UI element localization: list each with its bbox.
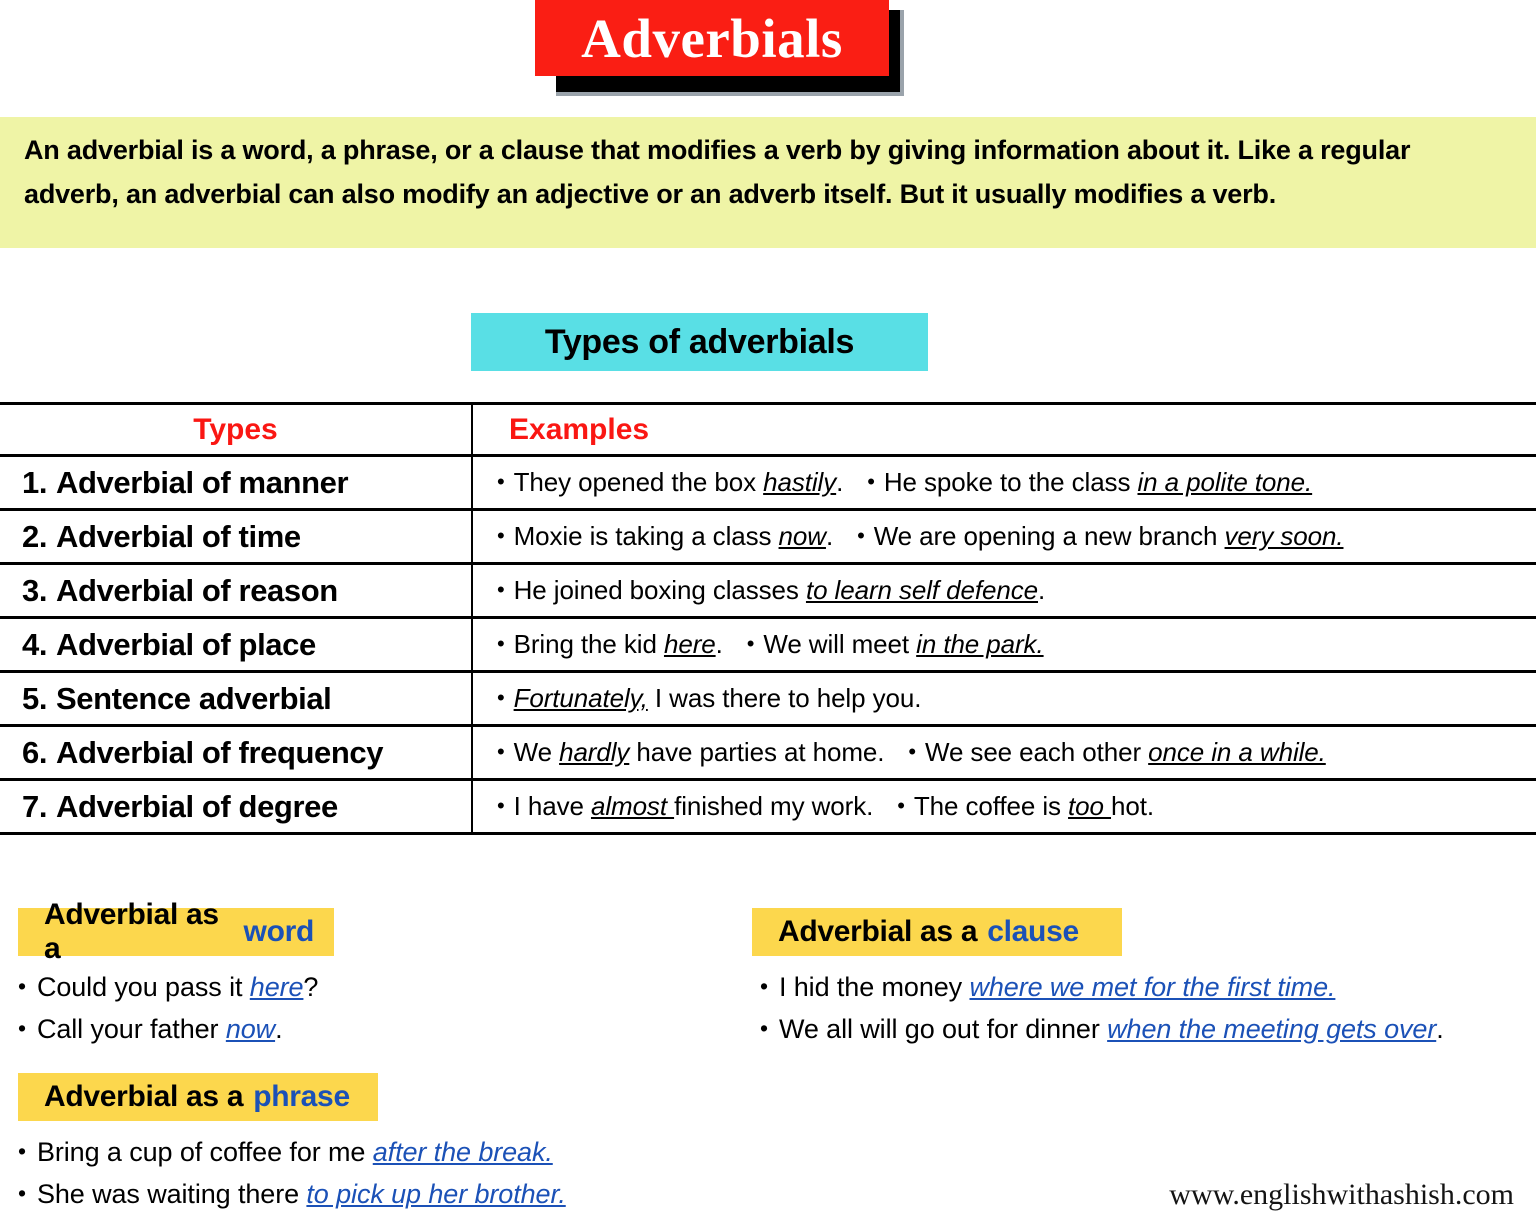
example-item: [497, 629, 723, 659]
example-item: [497, 737, 884, 767]
table-row: [0, 726, 1536, 780]
column-header-types: Types: [0, 404, 472, 456]
chip-label-word: Adverbial as a: [44, 898, 219, 965]
adverbial-highlight: to learn self defence: [805, 575, 1039, 605]
adverbial-highlight: too: [1068, 791, 1112, 821]
bullet-icon: •: [746, 631, 755, 656]
example-text-after: .: [1038, 575, 1046, 605]
type-label: Adverbial of frequency: [56, 734, 384, 770]
table-cell-examples: [472, 618, 1536, 672]
type-label: Adverbial of time: [56, 518, 301, 554]
table-cell-examples: [472, 726, 1536, 780]
page-title: Adverbials: [581, 7, 843, 69]
bullet-icon: •: [760, 973, 768, 999]
footer-website-url: www.englishwithashish.com: [1169, 1178, 1514, 1211]
section-chip-word: [18, 898, 334, 965]
adverbial-highlight: very soon.: [1224, 521, 1344, 551]
type-label: Adverbial of manner: [56, 464, 349, 500]
table-cell-type: [0, 672, 472, 726]
example-item: [857, 521, 1343, 551]
title-banner-wrap: [0, 0, 1536, 100]
example-text-before: We will meet: [763, 629, 917, 659]
example-item: [897, 791, 1154, 821]
table-cell-type: [0, 456, 472, 510]
table-cell-examples: [472, 510, 1536, 564]
bullet-icon: •: [497, 685, 505, 710]
adverbial-highlight: here: [663, 629, 716, 659]
bullet-icon: •: [18, 1138, 26, 1164]
example-item: [867, 467, 1312, 497]
definition-text: An adverbial is a word, a phrase, or a clause that modifies a verb by giving information about it. Like a regular adverb, an adverbial can also modify an adjective or an adverb itself. But it usually modifies a verb.: [24, 135, 1411, 209]
adverbial-highlight: hardly: [559, 737, 630, 767]
example-item: [497, 791, 873, 821]
bullet-icon: •: [497, 577, 505, 602]
row-number: 6.: [22, 734, 48, 770]
types-of-adverbials-label: Types of adverbials: [544, 322, 855, 361]
list-item: [18, 1173, 566, 1215]
row-number: 1.: [22, 464, 48, 500]
example-text-before: The coffee is: [913, 791, 1069, 821]
adverbial-highlight: now: [225, 1014, 276, 1044]
list-item-text-before: Call your father: [36, 1014, 226, 1044]
example-text-after: .: [825, 521, 834, 551]
type-label: Adverbial of degree: [56, 788, 338, 824]
table-cell-type: [0, 564, 472, 618]
bullet-icon: •: [18, 973, 26, 999]
row-number: 2.: [22, 518, 48, 554]
adverbial-highlight: here: [249, 972, 304, 1002]
adverbial-highlight: hastily: [763, 467, 837, 497]
table-body: [0, 404, 1536, 834]
table-row: [0, 672, 1536, 726]
adverbial-highlight: where we met for the first time.: [969, 972, 1336, 1002]
bullet-icon: •: [857, 523, 865, 548]
row-number: 4.: [22, 626, 48, 662]
bullet-icon: •: [497, 739, 505, 764]
chip-kind-clause: clause: [987, 915, 1079, 948]
example-text-after: hot.: [1111, 791, 1154, 821]
list-item: [18, 1008, 318, 1050]
example-text-before: He spoke to the class: [883, 467, 1138, 497]
list-item-text-before: Could you pass it: [36, 972, 250, 1002]
bullet-icon: •: [760, 1015, 768, 1041]
bullet-icon: •: [897, 793, 905, 818]
list-item-text-after: .: [275, 1014, 283, 1044]
table-cell-examples: [472, 672, 1536, 726]
bullet-icon: •: [497, 793, 505, 818]
bullet-icon: •: [18, 1015, 26, 1041]
example-text-before: We see each other: [924, 737, 1149, 767]
adverbial-highlight: to pick up her brother.: [306, 1179, 566, 1209]
list-item: [760, 1008, 1444, 1050]
type-label: Adverbial of place: [56, 626, 316, 662]
table-cell-examples: [472, 780, 1536, 834]
example-text-after: I was there to help you.: [647, 683, 922, 713]
bullet-icon: •: [18, 1180, 26, 1206]
table-row: [0, 510, 1536, 564]
type-label: Sentence adverbial: [56, 680, 332, 716]
bullet-list-clause: [760, 966, 1444, 1050]
example-item: [497, 683, 921, 713]
example-text-after: .: [836, 467, 844, 497]
table-cell-examples: [472, 456, 1536, 510]
chip-kind-phrase: phrase: [253, 1080, 350, 1113]
example-text-before: We are opening a new branch: [873, 521, 1225, 551]
example-item: [497, 521, 833, 551]
table-row: [0, 564, 1536, 618]
list-item-text-after: .: [1436, 1014, 1444, 1044]
type-label: Adverbial of reason: [56, 572, 338, 608]
table-row: [0, 456, 1536, 510]
example-text-before: He joined boxing classes: [513, 575, 806, 605]
chip-label-phrase: Adverbial as a: [44, 1080, 244, 1113]
example-item: [497, 575, 1045, 605]
adverbial-highlight: in the park.: [916, 629, 1044, 659]
table-cell-type: [0, 618, 472, 672]
list-item-text-before: I hid the money: [778, 972, 970, 1002]
chip-kind-word: word: [243, 915, 314, 948]
list-item: [18, 1131, 566, 1173]
bullet-icon: •: [908, 739, 916, 764]
title-banner: [535, 0, 889, 76]
bullet-list-phrase: [18, 1131, 566, 1215]
example-text-after: finished my work.: [674, 791, 874, 821]
example-item: [747, 629, 1044, 659]
example-text-before: We: [513, 737, 560, 767]
bullet-icon: •: [497, 631, 505, 656]
table-cell-examples: [472, 564, 1536, 618]
example-text-before: Moxie is taking a class: [513, 521, 779, 551]
section-chip-clause: [752, 908, 1122, 956]
table-cell-type: [0, 510, 472, 564]
example-text-before: They opened the box: [513, 467, 764, 497]
types-of-adverbials-header: [471, 313, 928, 371]
adverbial-highlight: in a polite tone.: [1137, 467, 1313, 497]
section-chip-phrase: [18, 1073, 378, 1121]
table-cell-type: [0, 780, 472, 834]
list-item-text-before: Bring a cup of coffee for me: [36, 1137, 373, 1167]
bullet-icon: •: [867, 469, 875, 494]
list-item: [18, 966, 318, 1008]
adverbial-types-table: [0, 402, 1536, 835]
bullet-list-word: [18, 966, 318, 1050]
table-cell-type: [0, 726, 472, 780]
bullet-icon: •: [497, 523, 505, 548]
list-item-text-before: We all will go out for dinner: [778, 1014, 1108, 1044]
adverbial-highlight: when the meeting gets over: [1107, 1014, 1437, 1044]
table-row: [0, 780, 1536, 834]
row-number: 7.: [22, 788, 48, 824]
adverbial-highlight: now: [778, 521, 826, 551]
adverbial-highlight: after the break.: [372, 1137, 553, 1167]
bullet-icon: •: [497, 469, 505, 494]
row-number: 5.: [22, 680, 48, 716]
row-number: 3.: [22, 572, 48, 608]
example-text-after: have parties at home.: [629, 737, 885, 767]
example-item: [908, 737, 1325, 767]
column-header-examples: Examples: [472, 404, 1536, 456]
adverbial-highlight: Fortunately,: [513, 683, 648, 713]
adverbial-highlight: almost: [590, 791, 675, 821]
list-item-text-after: ?: [303, 972, 319, 1002]
example-text-after: .: [715, 629, 723, 659]
example-text-before: I have: [513, 791, 591, 821]
example-text-before: Bring the kid: [513, 629, 664, 659]
example-item: [497, 467, 843, 497]
list-item: [760, 966, 1444, 1008]
list-item-text-before: She was waiting there: [36, 1179, 307, 1209]
adverbial-highlight: once in a while.: [1148, 737, 1326, 767]
chip-label-clause: Adverbial as a: [778, 915, 978, 948]
table-row: [0, 618, 1536, 672]
table-header-row: [0, 404, 1536, 456]
